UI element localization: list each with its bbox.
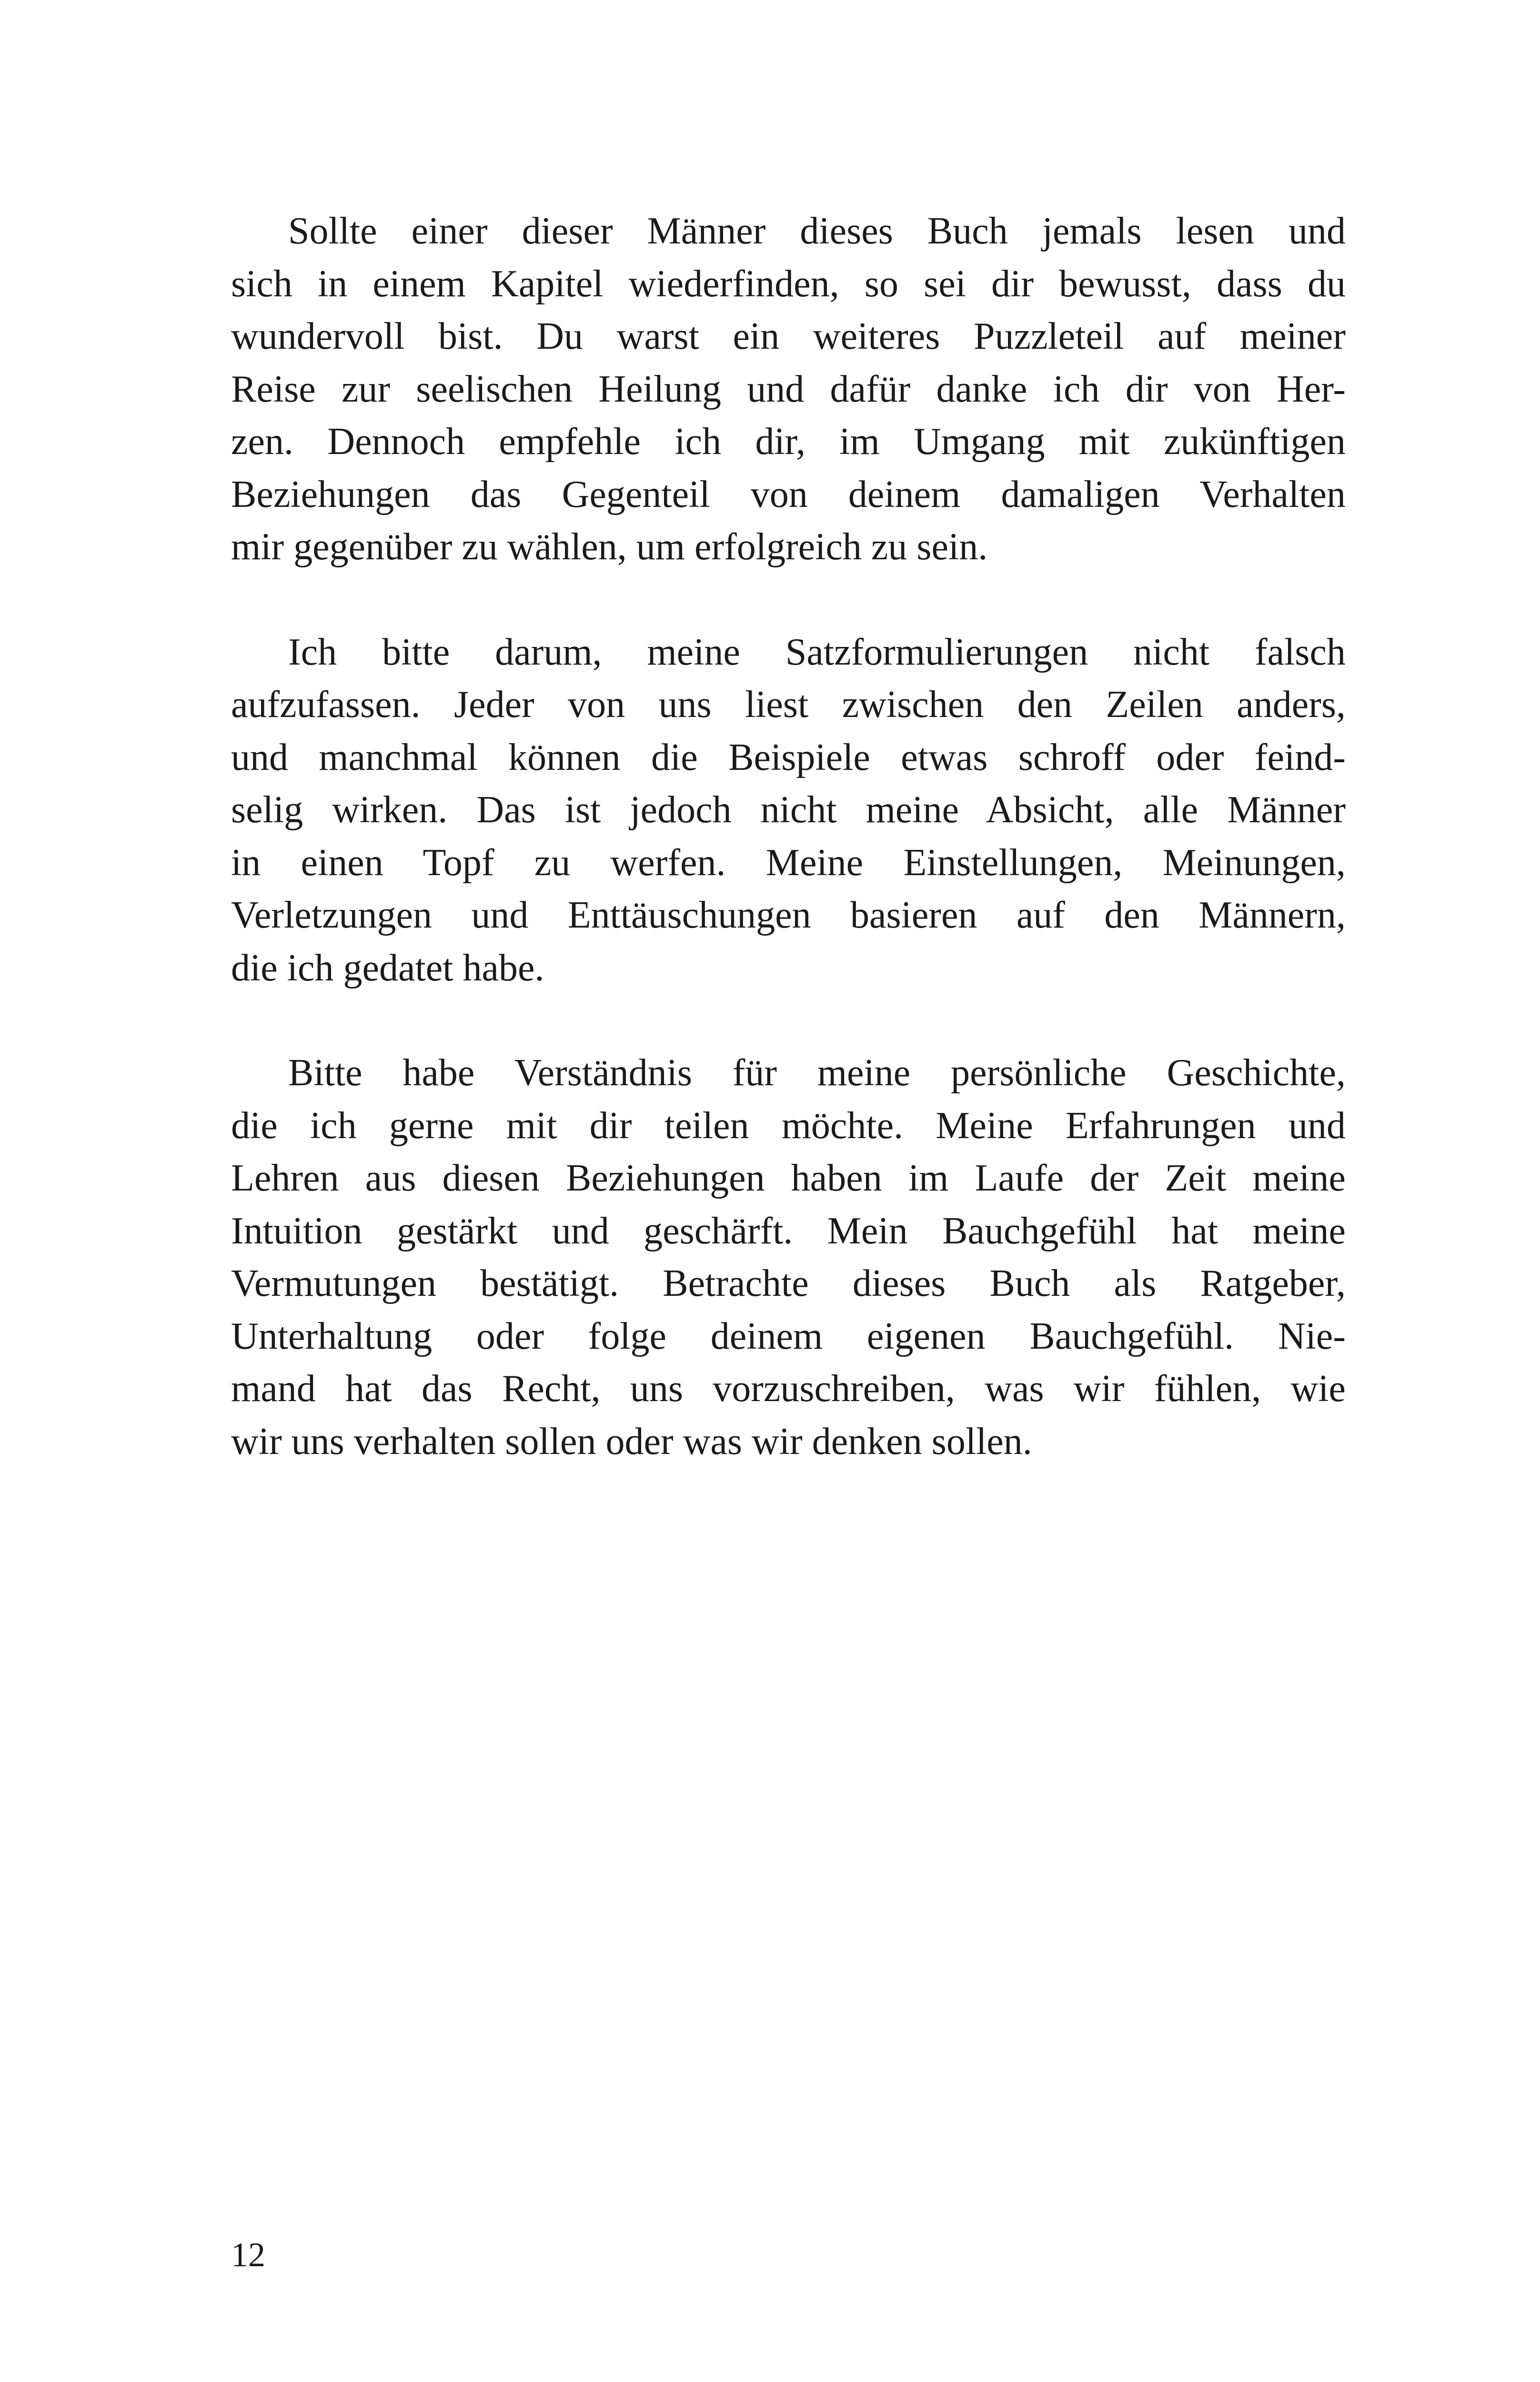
text-line: Lehren aus diesen Beziehungen haben im Laufe der Zeit meine <box>231 1157 1346 1199</box>
text-line: und manchmal können die Beispiele etwas schroff oder feind- <box>231 736 1346 778</box>
text-line: selig wirken. Das ist jedoch nicht meine Absicht, alle Männer <box>231 789 1346 831</box>
text-line: wir uns verhalten sollen oder was wir denken sollen. <box>231 1420 1032 1463</box>
text-line: Verletzungen und Enttäuschungen basieren auf den Männern, <box>231 894 1346 936</box>
paragraph-3 <box>231 1047 1346 1468</box>
text-line: Bitte habe Verständnis für meine persönliche Geschichte, <box>288 1052 1346 1094</box>
text-line: in einen Topf zu werfen. Meine Einstellungen, Meinungen, <box>231 841 1346 884</box>
paragraph-2 <box>231 626 1346 995</box>
text-line: zen. Dennoch empfehle ich dir, im Umgang mit zukünftigen <box>231 421 1346 463</box>
text-line: Beziehungen das Gegenteil von deinem damaligen Verhalten <box>231 473 1346 515</box>
text-line: Ich bitte darum, meine Satzformulierungen nicht falsch <box>288 631 1346 673</box>
text-line: Sollte einer dieser Männer dieses Buch jemals lesen und <box>288 210 1346 252</box>
text-line: sich in einem Kapitel wiederfinden, so sei dir bewusst, dass du <box>231 262 1346 305</box>
text-line: wundervoll bist. Du warst ein weiteres Puzzleteil auf meiner <box>231 315 1346 357</box>
paragraph-1 <box>231 205 1346 574</box>
text-line: mand hat das Recht, uns vorzuschreiben, was wir fühlen, wie <box>231 1368 1346 1410</box>
text-line: Unterhaltung oder folge deinem eigenen Bauchgefühl. Nie- <box>231 1315 1346 1357</box>
page-number: 12 <box>231 2236 265 2274</box>
text-line: die ich gedatet habe. <box>231 947 544 989</box>
text-line: Intuition gestärkt und geschärft. Mein Bauchgefühl hat meine <box>231 1210 1346 1252</box>
body-text <box>231 205 1346 1520</box>
text-line: die ich gerne mit dir teilen möchte. Meine Erfahrungen und <box>231 1104 1346 1147</box>
text-line: aufzufassen. Jeder von uns liest zwischen den Zeilen anders, <box>231 684 1346 726</box>
text-line: Vermutungen bestätigt. Betrachte dieses Buch als Ratgeber, <box>231 1262 1346 1304</box>
text-line: mir gegenüber zu wählen, um erfolgreich zu sein. <box>231 526 988 568</box>
text-line: Reise zur seelischen Heilung und dafür danke ich dir von Her- <box>231 368 1346 410</box>
